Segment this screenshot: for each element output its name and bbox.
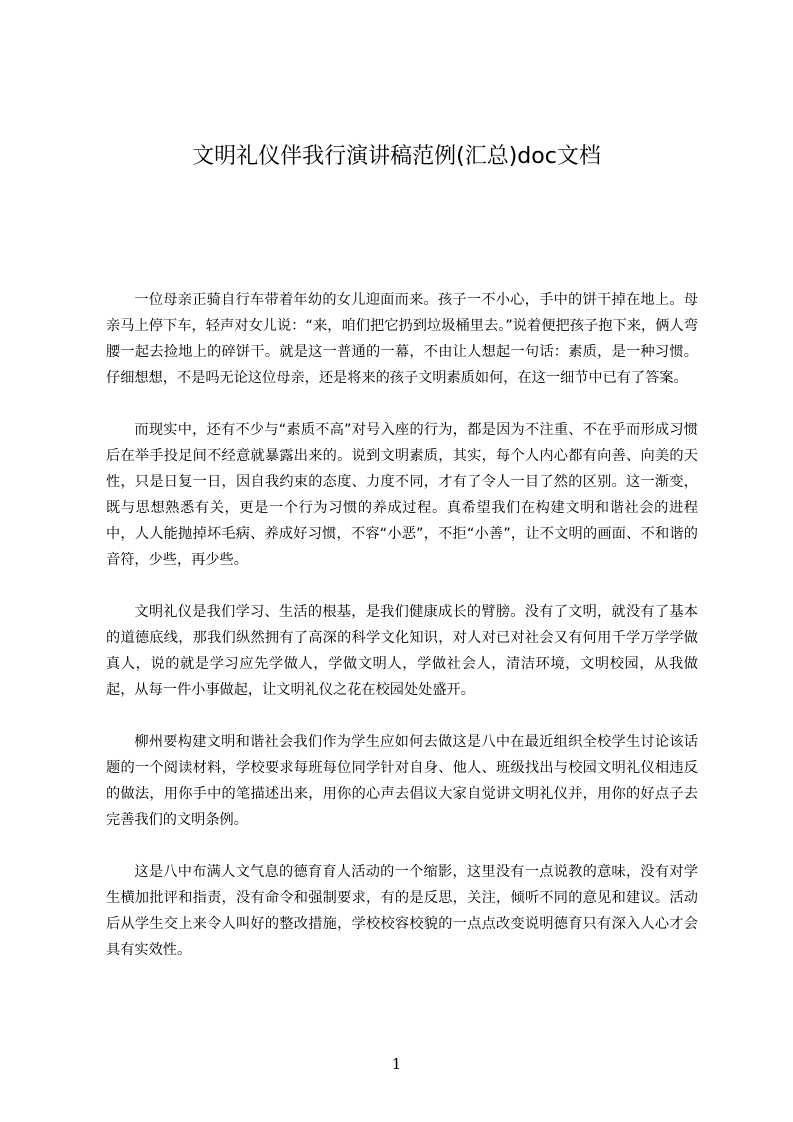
paragraph-4: 柳州要构建文明和谐社会我们作为学生应如何去做这是八中在最近组织全校学生讨论该话题的一个阅读材料，学校要求每班每位同学针对自身、他人、班级找出与校园文明礼仪相违反的做法，用你手中的笔描述出来，用你的心声去倡议大家自觉讲文明礼仪并，用你的好点子去完善我们的文明条例。	[106, 734, 698, 828]
paragraph-3: 文明礼仪是我们学习、生活的根基，是我们健康成长的臂膀。没有了文明，就没有了基本的道德底线，那我们纵然拥有了高深的科学文化知识，对人对已对社会又有何用千学万学学做真人，说的就是学习应先学做人，学做文明人，学做社会人，清洁环境，文明校园，从我做起，从每一件小事做起，让文明礼仪之花在校园处处盛开。	[106, 604, 698, 698]
paragraph-1: 一位母亲正骑自行车带着年幼的女儿迎面而来。孩子一不小心，手中的饼干掉在地上。母亲马上停下车，轻声对女儿说：“来，咱们把它扔到垃圾桶里去。”说着便把孩子抱下来，俩人弯腰一起去捡地上的碎饼干。就是这一普通的一幕，不由让人想起一句话：素质，是一种习惯。仔细想想，不是吗无论这位母亲，还是将来的孩子文明素质如何，在这一细节中已有了答案。	[106, 292, 698, 386]
paragraph-5: 这是八中布满人文气息的德育育人活动的一个缩影，这里没有一点说教的意味，没有对学生横加批评和指责，没有命令和强制要求，有的是反思，关注，倾听不同的意见和建议。活动后从学生交上来令人叫好的整改措施，学校校容校貌的一点点改变说明德育只有深入人心才会具有实效性。	[106, 864, 698, 958]
paragraph-2: 而现实中，还有不少与“素质不高”对号入座的行为，都是因为不注重、不在乎而形成习惯后在举手投足间不经意就暴露出来的。说到文明素质，其实，每个人内心都有向善、向美的天性，只是日复一日，因自我约束的态度、力度不同，才有了令人一目了然的区别。这一渐变，既与思想熟悉有关，更是一个行为习惯的养成过程。真希望我们在构建文明和谐社会的进程中，人人能抛掉坏毛病、养成好习惯，不容“小恶”，不拒“小善”，让不文明的画面、不和谐的音符，少些，再少些。	[106, 422, 698, 568]
document-body	[106, 287, 698, 989]
page-number: 1	[391, 1055, 402, 1073]
document-title: 文明礼仪伴我行演讲稿范例(汇总)doc文档	[192, 144, 601, 169]
